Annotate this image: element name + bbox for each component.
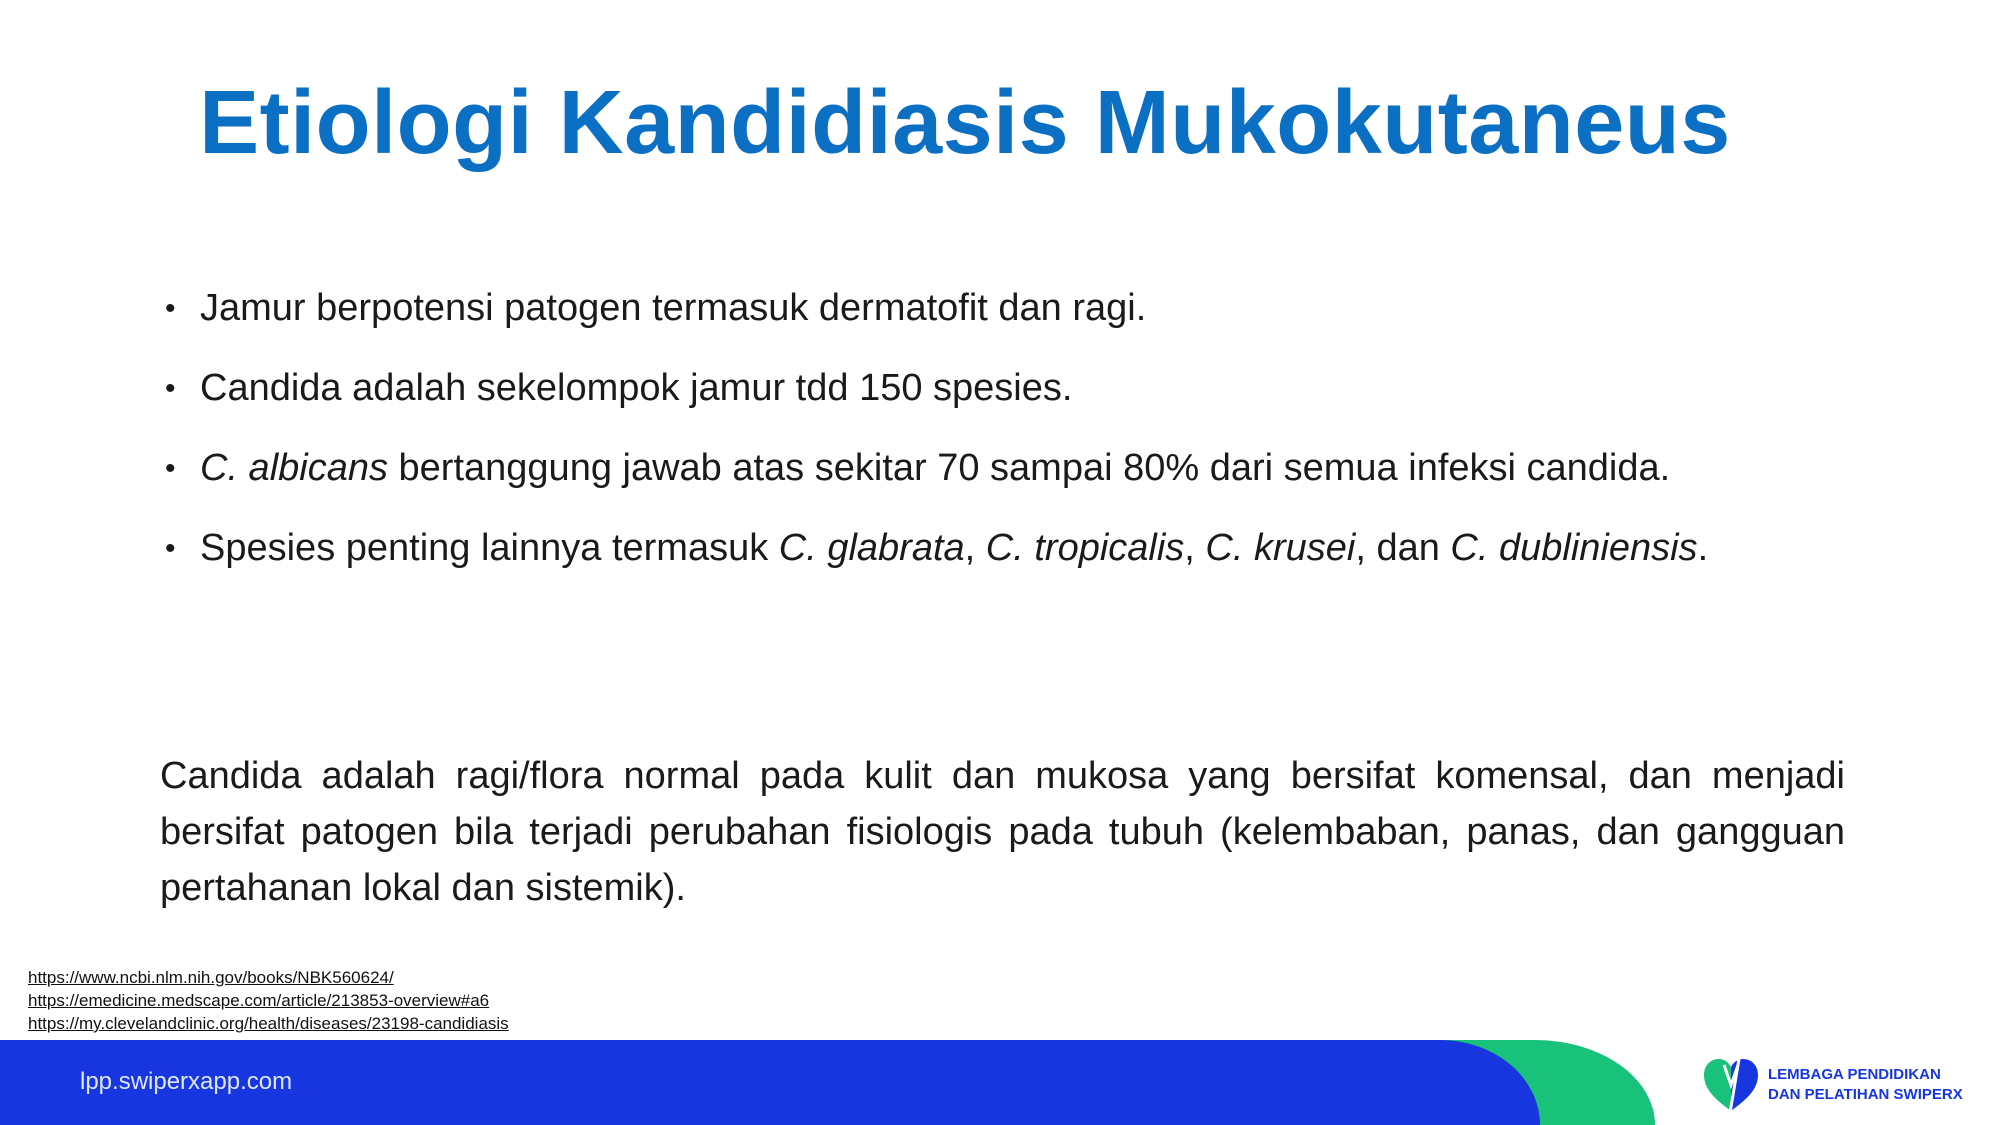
bullet-icon: • bbox=[165, 532, 176, 565]
reference-link[interactable]: https://my.clevelandclinic.org/health/diseases/23198-candidiasis bbox=[28, 1014, 509, 1033]
species-name: C. dubliniensis bbox=[1450, 527, 1698, 569]
species-name: C. tropicalis bbox=[985, 527, 1185, 569]
logo-text-line: LEMBAGA PENDIDIKAN bbox=[1768, 1066, 1941, 1083]
bullet-text: Spesies penting lainnya termasuk bbox=[200, 527, 779, 569]
reference-link[interactable]: https://www.ncbi.nlm.nih.gov/books/NBK560624/ bbox=[28, 968, 394, 987]
bullet-item bbox=[165, 520, 1725, 577]
bullet-list bbox=[165, 280, 1725, 600]
bullet-text: . bbox=[1697, 527, 1709, 569]
bullet-text: , bbox=[1184, 527, 1206, 569]
bullet-text: bertanggung jawab atas sekitar 70 sampai 80% dari semua infeksi candida. bbox=[387, 447, 1671, 489]
bullet-text: , bbox=[964, 527, 986, 569]
bullet-icon: • bbox=[165, 292, 176, 325]
swiperx-logo bbox=[1700, 1055, 1970, 1113]
bullet-icon: • bbox=[165, 452, 176, 485]
heart-logo-icon bbox=[1700, 1055, 1762, 1113]
reference-list bbox=[28, 966, 509, 1035]
bullet-item bbox=[165, 360, 1725, 417]
summary-paragraph: Candida adalah ragi/flora normal pada kulit dan mukosa yang bersifat komensal, dan menjadi bersifat patogen bila terjadi perubahan fisiologis pada tubuh (kelembaban, panas, dan gangguan pertahanan lokal dan sistemik). bbox=[160, 755, 1845, 909]
species-name: C. glabrata bbox=[778, 527, 965, 569]
bullet-item bbox=[165, 280, 1725, 337]
slide-title: Etiologi Kandidiasis Mukokutaneus bbox=[199, 73, 1731, 173]
bullet-icon: • bbox=[165, 372, 176, 405]
bullet-text: , dan bbox=[1355, 527, 1451, 569]
bullet-text: Candida adalah sekelompok jamur tdd 150 spesies. bbox=[200, 367, 1073, 409]
bullet-text: Jamur berpotensi patogen termasuk dermatofit dan ragi. bbox=[200, 287, 1147, 329]
footer-url: lpp.swiperxapp.com bbox=[80, 1068, 293, 1095]
logo-text bbox=[1768, 1065, 1963, 1105]
species-name: C. albicans bbox=[200, 447, 388, 489]
logo-text-line: DAN PELATIHAN SWIPERX bbox=[1768, 1086, 1963, 1103]
species-name: C. krusei bbox=[1205, 527, 1356, 569]
bullet-item bbox=[165, 440, 1725, 497]
reference-link[interactable]: https://emedicine.medscape.com/article/213853-overview#a6 bbox=[28, 991, 490, 1010]
